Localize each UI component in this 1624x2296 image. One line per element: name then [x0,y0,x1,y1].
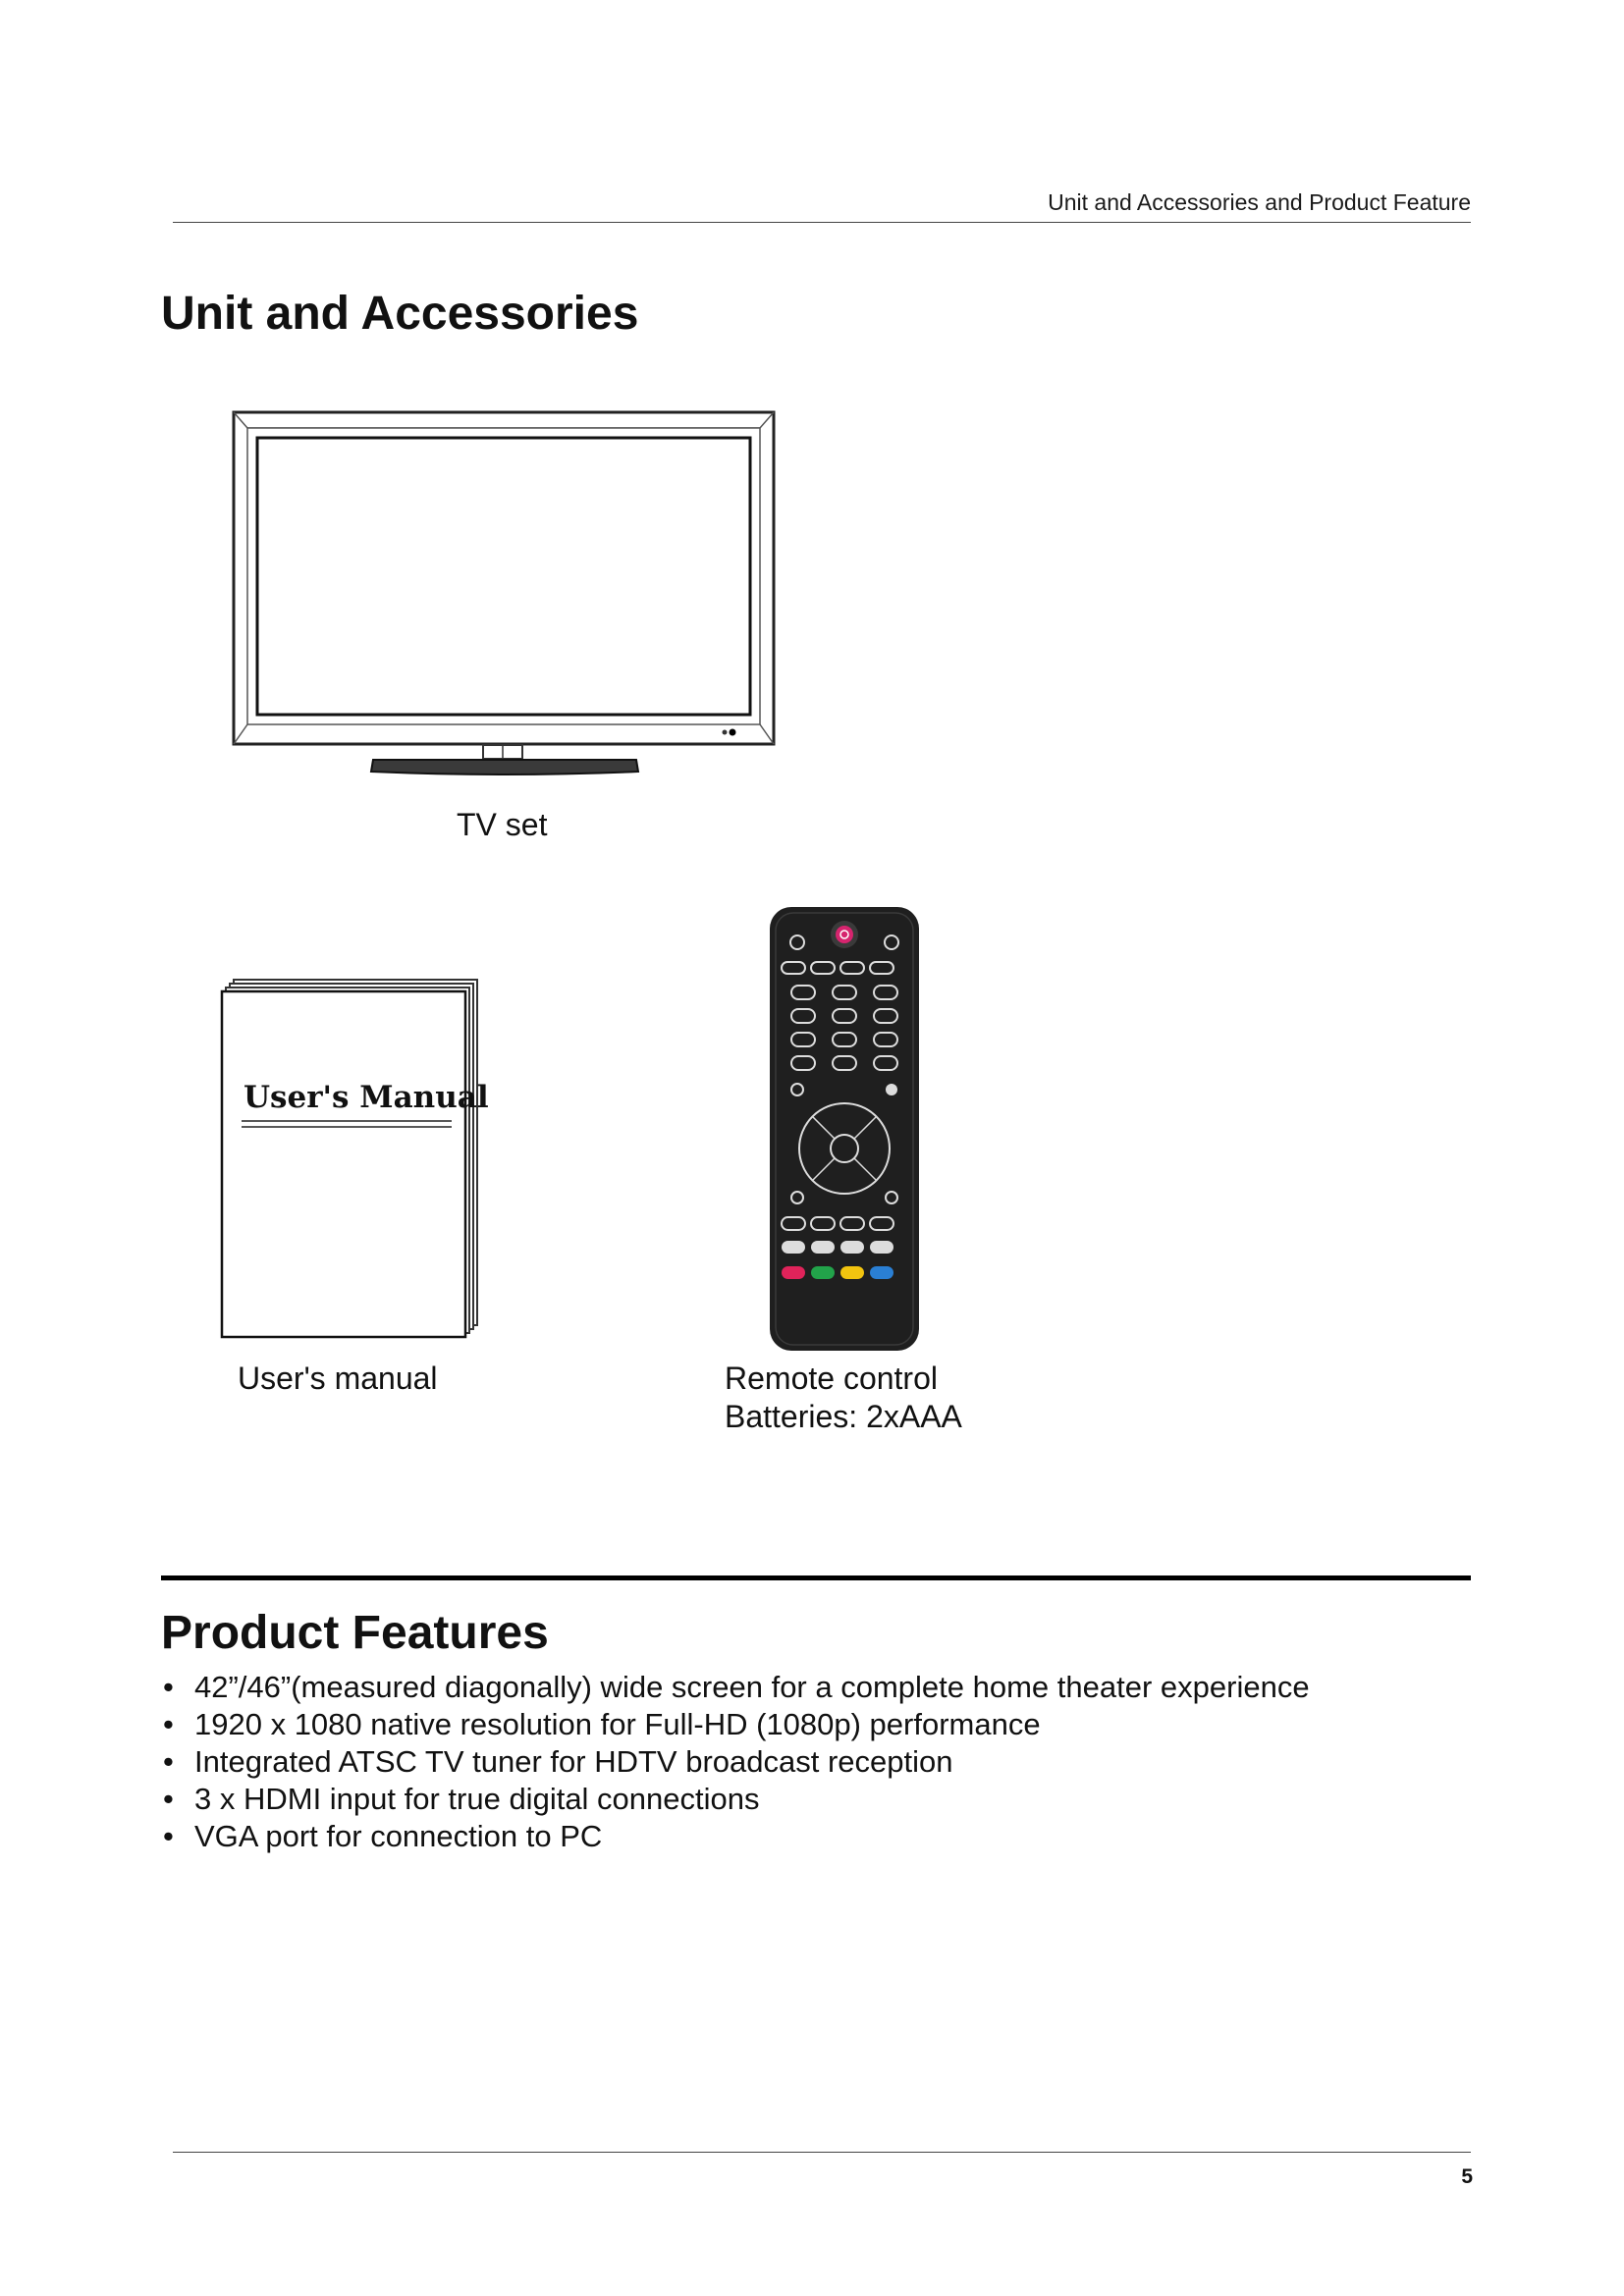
bullet: • [163,1819,174,1853]
feature-text: 42”/46”(measured diagonally) wide screen for a complete home theater experience [194,1670,1310,1704]
users-manual-caption: User's manual [238,1361,438,1396]
remote-control-caption: Remote control [725,1361,938,1396]
tv-set-caption: TV set [457,807,548,842]
footer-rule [173,2152,1471,2153]
feature-text: Integrated ATSC TV tuner for HDTV broadcast reception [194,1744,953,1779]
bullet: • [163,1744,174,1779]
running-header: Unit and Accessories and Product Feature [1048,189,1471,215]
section-divider [161,1575,1471,1580]
unit-section-title: Unit and Accessories [161,288,639,340]
features-list [163,1669,1310,1855]
header-rule [173,222,1471,223]
feature-item [163,1706,1310,1743]
manual-cover-title: User's Manual [244,1080,489,1115]
feature-item [163,1818,1310,1855]
users-manual-illustration [218,976,485,1339]
batteries-caption: Batteries: 2xAAA [725,1399,962,1434]
remote-control-illustration [766,905,923,1355]
feature-text: VGA port for connection to PC [194,1819,603,1853]
bullet: • [163,1782,174,1816]
feature-item [163,1743,1310,1781]
feature-text: 1920 x 1080 native resolution for Full-HD (1080p) performance [194,1707,1041,1741]
feature-item [163,1781,1310,1818]
page-number: 5 [1461,2165,1473,2188]
feature-item [163,1669,1310,1706]
bullet: • [163,1670,174,1704]
features-section-title: Product Features [161,1607,549,1659]
feature-text: 3 x HDMI input for true digital connections [194,1782,760,1816]
tv-set-illustration [226,406,781,784]
bullet: • [163,1707,174,1741]
